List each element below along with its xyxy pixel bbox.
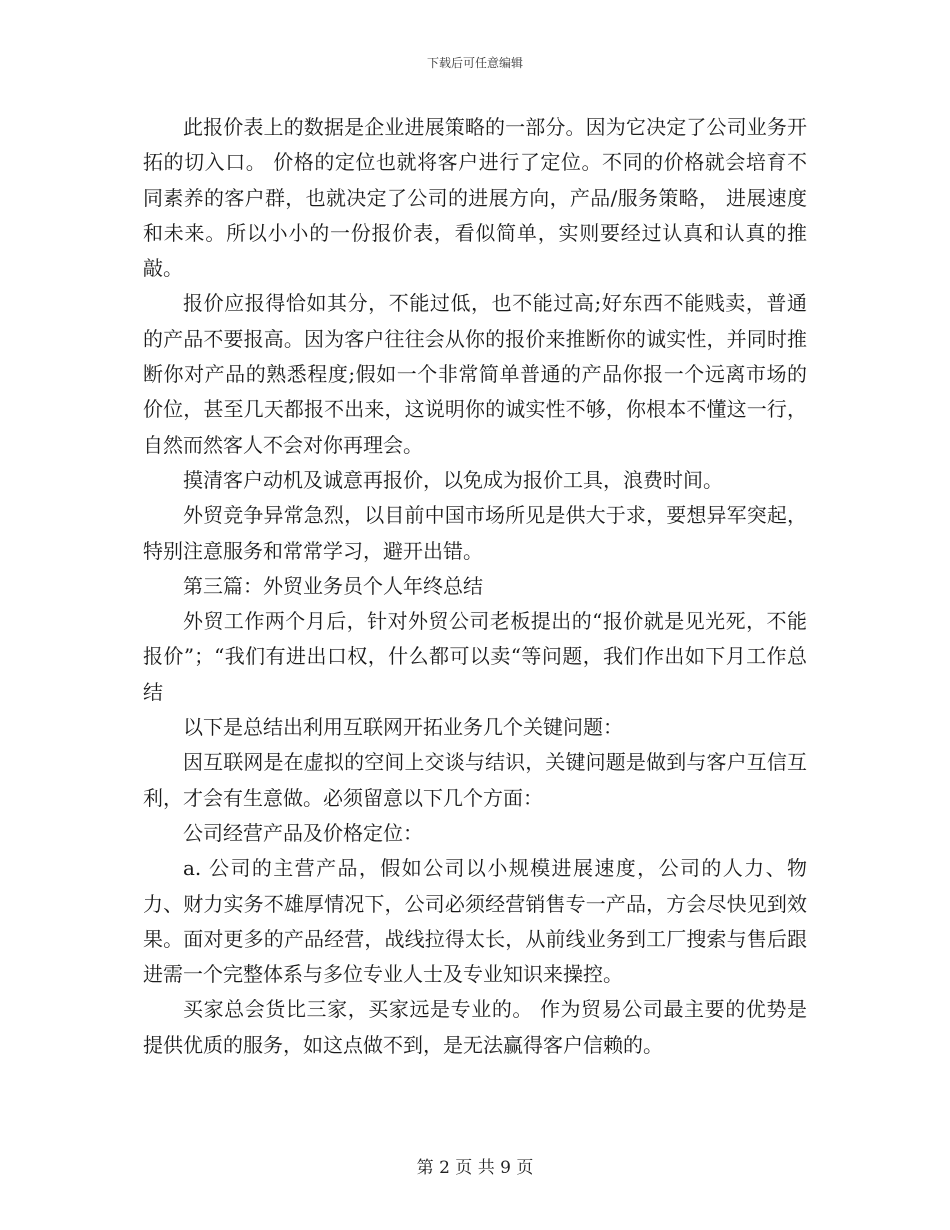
paragraph-pricing-balance: 报价应报得恰如其分，不能过低，也不能过高;好东西不能贱卖，普通的产品不要报高。因为客户往往会从你的报价来推断你的诚实性，并同时推断你对产品的熟悉程度;假如一个非常简单普通的产品你报一个远离市场的价位，甚至几天都报不出来，这说明你的诚实性不够，你根本不懂这一行，自然而然客人不会对你再理会。 xyxy=(143,291,807,457)
paragraph-work-summary-intro: 外贸工作两个月后，针对外贸公司老板提出的“报价就是见光死，不能报价”；“我们有进出口权，什么都可以卖“等问题，我们作出如下月工作总结 xyxy=(143,609,807,704)
page-number: 第 2 页 共 9 页 xyxy=(416,1158,534,1178)
paragraph-quote-sheet-strategy: 此报价表上的数据是企业进展策略的一部分。因为它决定了公司业务开拓的切入口。 价格的定位也就将客户进行了定位。不同的价格就会培育不同素养的客户群，也就决定了公司的进展方向，产品/服务策略， 进展速度和未来。所以小小的一份报价表，看似简单，实则要经过认真和认真的推敲。 xyxy=(143,115,807,281)
paragraph-buyer-comparison: 买家总会货比三家，买家远是专业的。 作为贸易公司最主要的优势是提供优质的服务，如这点做不到，是无法赢得客户信赖的。 xyxy=(143,997,807,1057)
page-header-note: 下载后可任意编辑 xyxy=(426,56,523,70)
document-body xyxy=(143,110,807,1063)
paragraph-competition: 外贸竞争异常急烈，以目前中国市场所见是供大于求，要想异军突起，特别注意服务和常常学习，避开出错。 xyxy=(143,503,807,563)
paragraph-key-issues: 以下是总结出利用互联网开拓业务几个关键问题： xyxy=(183,715,623,740)
paragraph-customer-motive: 摸清客户动机及诚意再报价，以免成为报价工具，浪费时间。 xyxy=(183,467,723,492)
paragraph-product-positioning: 公司经营产品及价格定位： xyxy=(183,820,423,845)
section-heading: 第三篇：外贸业务员个人年终总结 xyxy=(183,573,483,598)
paragraph-main-product: a. 公司的主营产品，假如公司以小规模进展速度，公司的人力、物力、财力实务不雄厚情况下，公司必须经营销售专一产品，方会尽快见到效果。面对更多的产品经营，战线拉得太长，从前线业务到工厂搜索与售后跟进需一个完整体系与多位专业人士及专业知识来操控。 xyxy=(143,856,807,987)
paragraph-internet-trust: 因互联网是在虚拟的空间上交谈与结识，关键问题是做到与客户互信互利，才会有生意做。必须留意以下几个方面： xyxy=(143,750,807,810)
